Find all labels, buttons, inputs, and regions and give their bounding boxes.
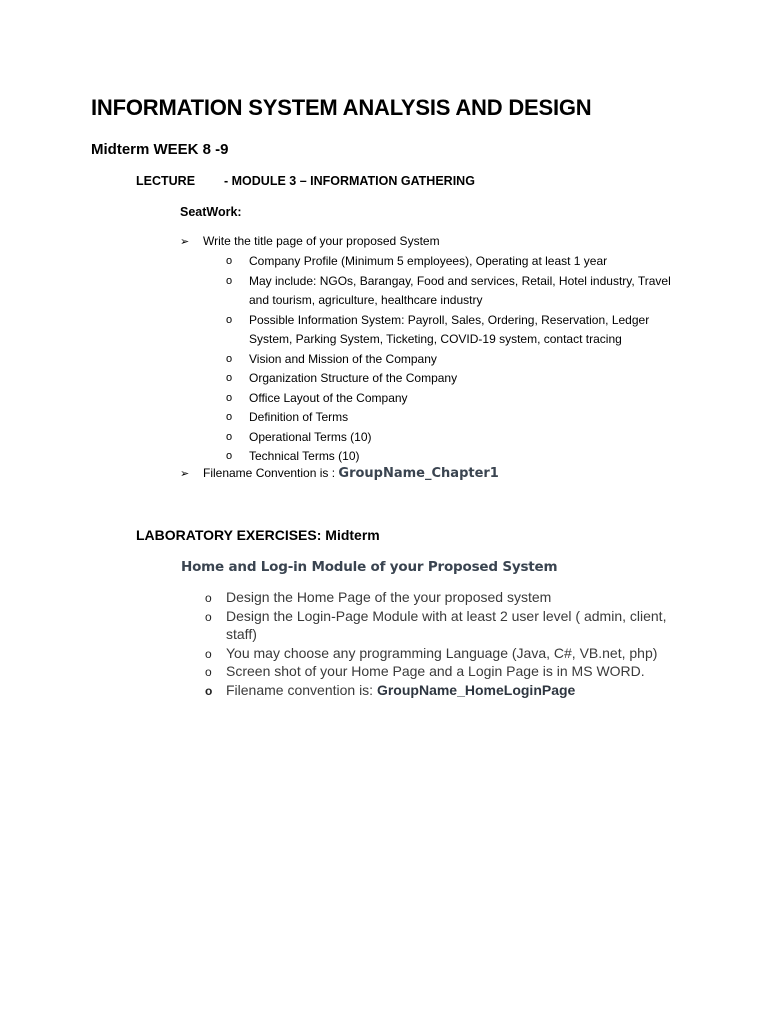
circle-bullet-icon: o — [226, 391, 233, 404]
list-item — [205, 607, 685, 644]
filename-label: Filename Convention is : — [203, 466, 339, 480]
list-item — [205, 588, 685, 607]
circle-bullet-icon: o — [226, 450, 233, 462]
list-item-text: Organization Structure of the Company — [249, 371, 458, 385]
laboratory-heading: LABORATORY EXERCISES: Midterm — [136, 527, 380, 543]
circle-bullet-icon: o — [205, 683, 213, 698]
list-item — [205, 681, 685, 700]
circle-bullet-icon: o — [205, 665, 212, 679]
list-item-text: You may choose any programming Language (Java, C#, VB.net, php) — [226, 644, 658, 661]
list-item-text: Office Layout of the Company — [249, 390, 408, 405]
list-item — [205, 662, 685, 681]
list-item — [226, 311, 676, 350]
circle-bullet-icon: o — [205, 646, 212, 661]
filename-value: GroupName_HomeLoginPage — [376, 681, 576, 698]
circle-bullet-icon: o — [226, 430, 233, 443]
document-subtitle: Midterm WEEK 8 -9 — [91, 141, 229, 158]
filename-label: Filename convention is: — [226, 681, 377, 698]
laboratory-list — [205, 588, 685, 699]
arrow-bullet-icon: ➢ — [180, 468, 190, 480]
filename-value: GroupName_Chapter1 — [338, 466, 499, 481]
list-item-text: Operational Terms (10) — [249, 429, 372, 444]
list-item-text: Company Profile (Minimum 5 employees), Operating at least 1 year — [249, 254, 608, 268]
seatwork-filename-item — [180, 466, 499, 481]
seatwork-heading: SeatWork: — [180, 205, 242, 219]
circle-bullet-icon: o — [226, 274, 233, 287]
list-item-text: Vision and Mission of the Company — [249, 351, 437, 366]
lecture-label: LECTURE — [136, 174, 196, 188]
list-item — [226, 447, 676, 467]
list-item-text: Technical Terms (10) — [249, 449, 360, 463]
document-title: INFORMATION SYSTEM ANALYSIS AND DESIGN — [91, 95, 592, 120]
list-item — [226, 408, 676, 428]
list-item-text: Design the Home Page of the your proposed system — [226, 589, 552, 605]
list-item — [205, 644, 685, 663]
lecture-line — [136, 174, 475, 188]
circle-bullet-icon: o — [226, 255, 233, 267]
list-item-text: Definition of Terms — [249, 410, 349, 424]
circle-bullet-icon: o — [205, 609, 212, 624]
list-item — [226, 350, 676, 370]
circle-bullet-icon: o — [205, 591, 212, 605]
laboratory-subheading: Home and Log-in Module of your Proposed System — [181, 559, 558, 575]
list-item — [226, 272, 676, 311]
seatwork-sublist — [226, 252, 676, 467]
circle-bullet-icon: o — [226, 372, 233, 384]
list-item — [226, 252, 676, 272]
list-item-text: Possible Information System: Payroll, Sales, Ordering, Reservation, Ledger System, Parking System, Ticketing, COVID-19 system, contact tracing — [249, 312, 650, 346]
seatwork-title-page-item — [180, 234, 440, 248]
list-item-text: Design the Login-Page Module with at least 2 user level ( admin, client, staff) — [226, 607, 667, 642]
circle-bullet-icon: o — [226, 313, 233, 326]
list-item — [226, 428, 676, 448]
list-item — [226, 389, 676, 409]
lecture-module-text: - MODULE 3 – INFORMATION GATHERING — [224, 174, 475, 188]
list-item-text: May include: NGOs, Barangay, Food and services, Retail, Hotel industry, Travel and tourism, agriculture, healthcare industry — [249, 273, 671, 307]
circle-bullet-icon: o — [226, 411, 233, 423]
seatwork-item-text: Write the title page of your proposed System — [203, 234, 440, 248]
arrow-bullet-icon: ➢ — [180, 236, 190, 248]
list-item-text: Screen shot of your Home Page and a Login Page is in MS WORD. — [226, 663, 645, 679]
circle-bullet-icon: o — [226, 352, 233, 365]
list-item — [226, 369, 676, 389]
